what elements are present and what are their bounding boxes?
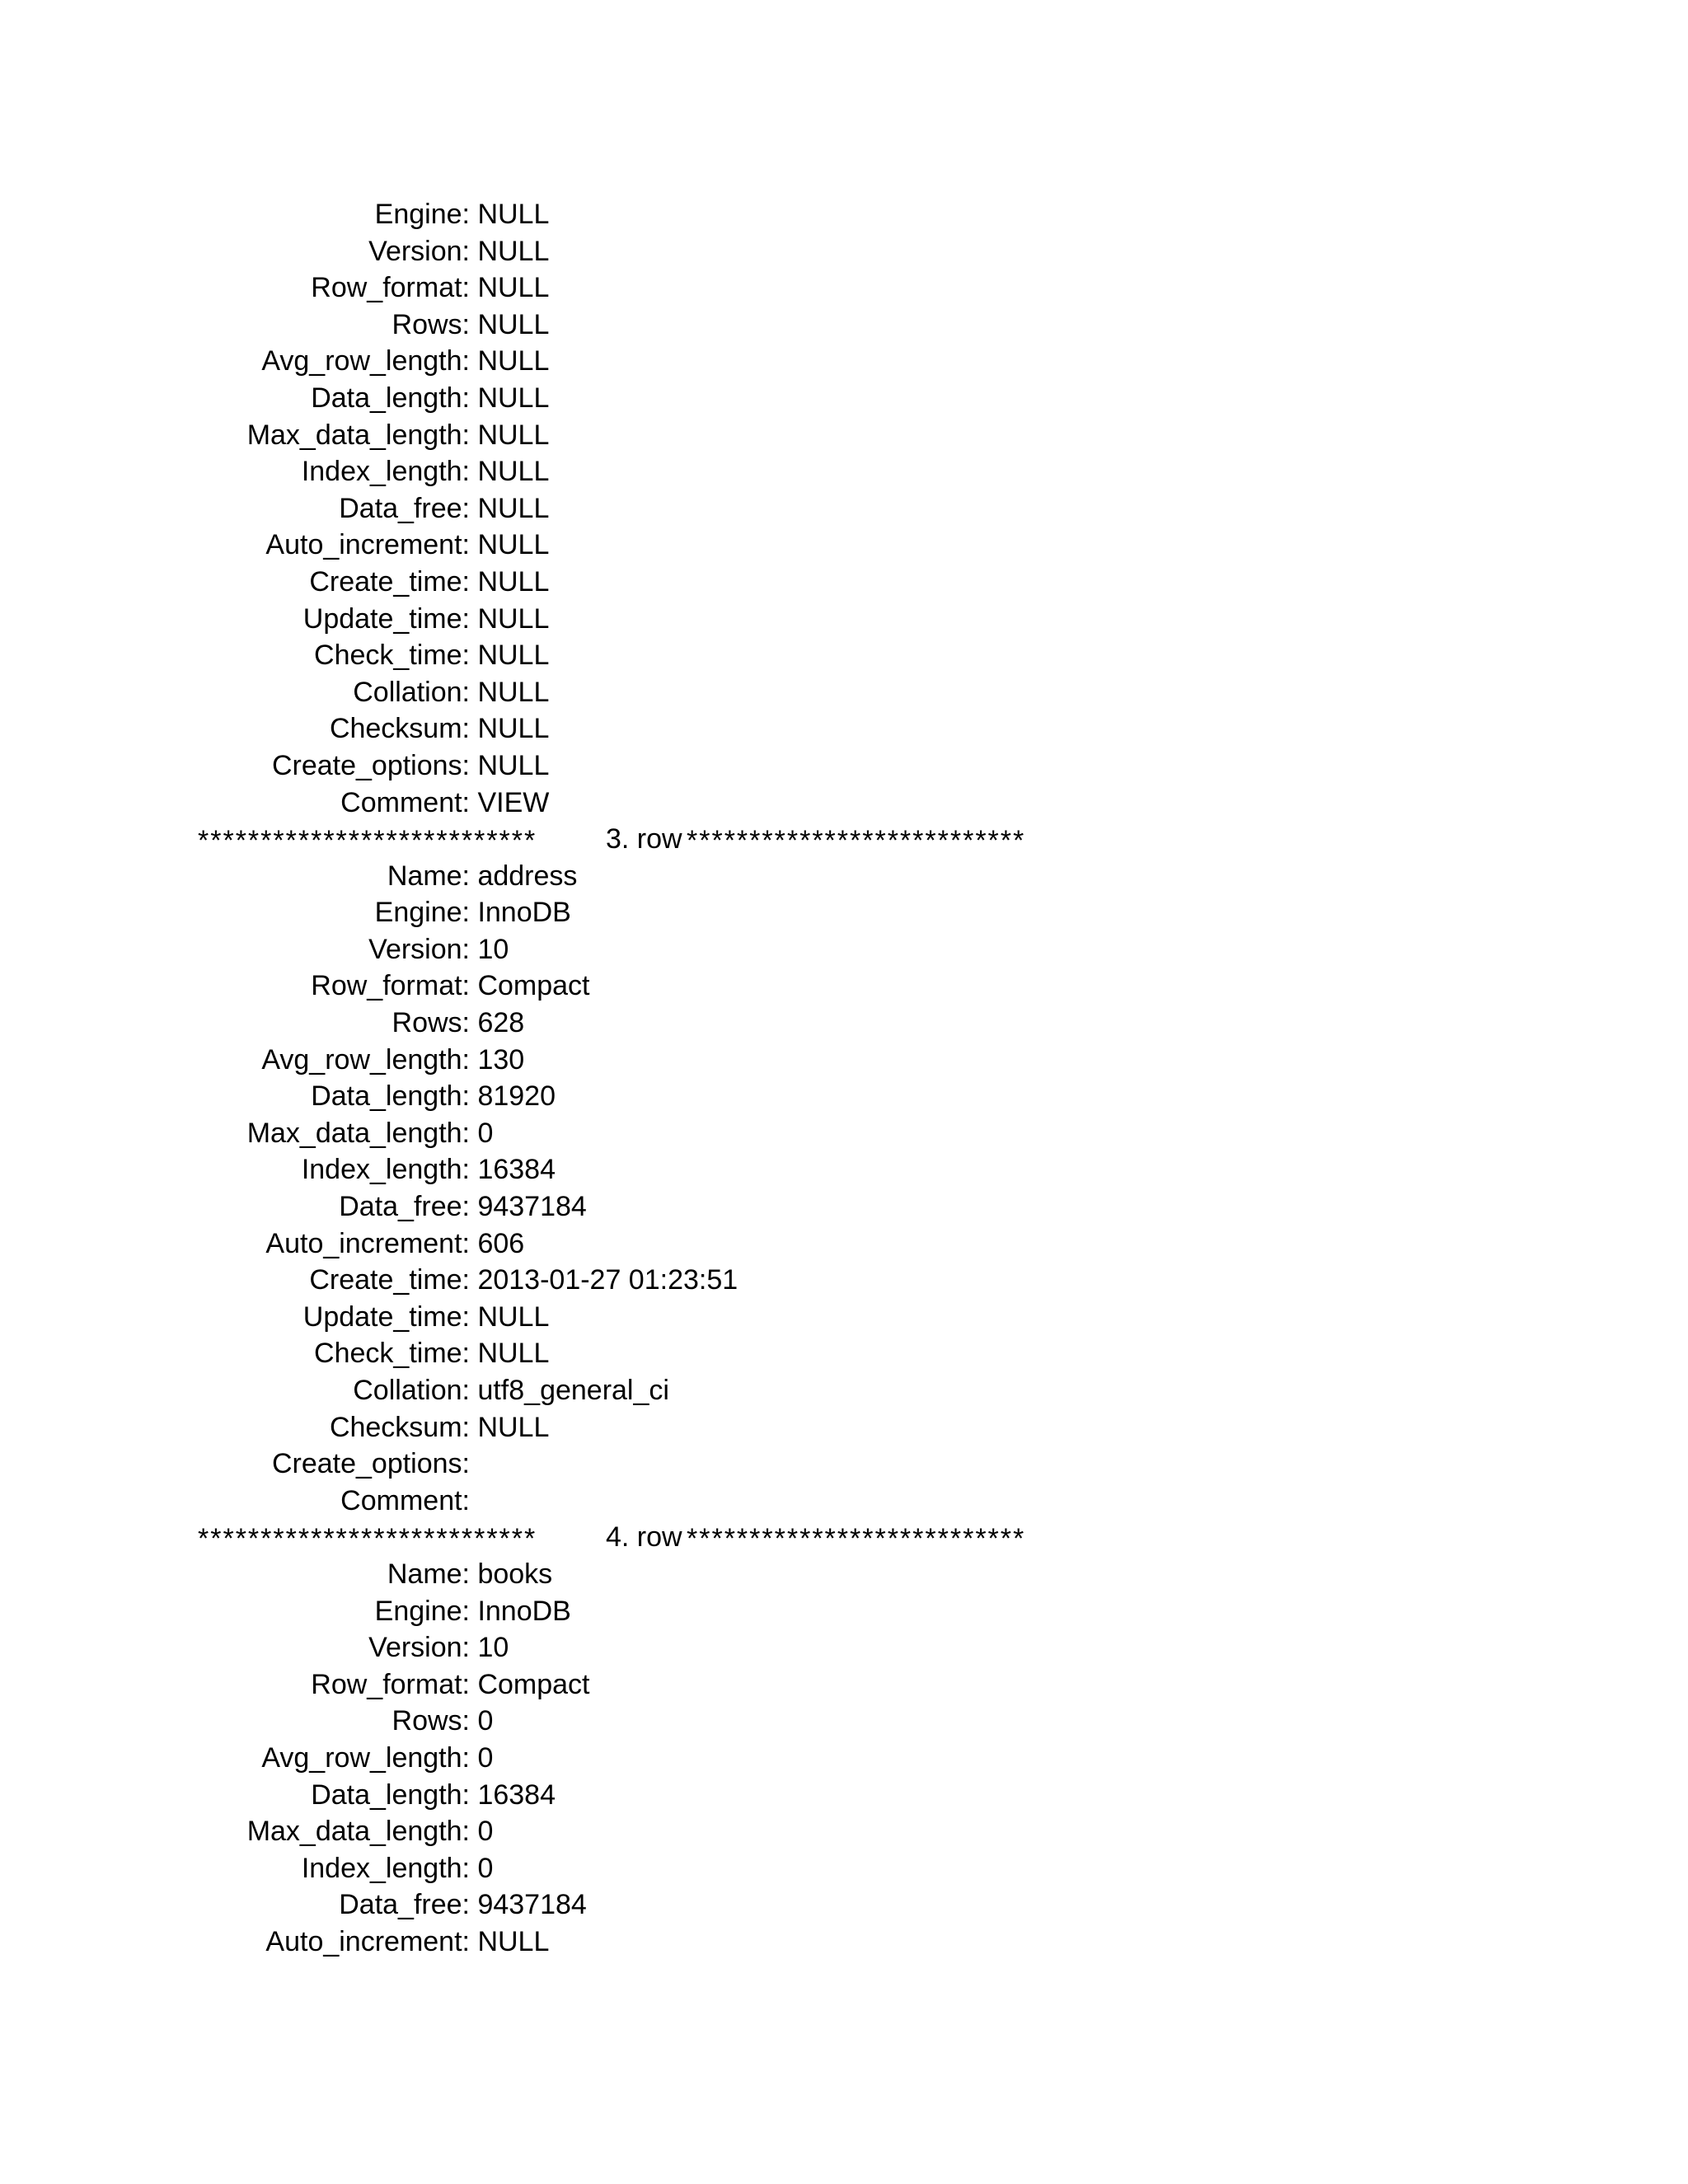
field-line bbox=[0, 1703, 1688, 1740]
field-line bbox=[0, 1042, 1688, 1079]
field-label: Checksum: bbox=[329, 1411, 470, 1443]
field-value: NULL bbox=[470, 456, 550, 488]
field-label: Create_time: bbox=[309, 1264, 470, 1296]
field-line bbox=[0, 1666, 1688, 1704]
field-line bbox=[0, 1886, 1688, 1924]
field-label: Comment: bbox=[340, 1484, 470, 1516]
field-label: Create_options: bbox=[271, 749, 470, 781]
field-line bbox=[0, 785, 1688, 822]
field-value: 81920 bbox=[470, 1080, 556, 1113]
field-line bbox=[0, 269, 1688, 307]
field-label: Max_data_length: bbox=[246, 419, 470, 451]
field-label: Update_time: bbox=[302, 1301, 470, 1333]
field-value: Compact bbox=[470, 1668, 590, 1700]
field-line bbox=[0, 1115, 1688, 1152]
field-value: InnoDB bbox=[470, 897, 571, 929]
field-line bbox=[0, 1593, 1688, 1630]
field-label: Data_length: bbox=[311, 1080, 470, 1113]
field-value: NULL bbox=[470, 602, 550, 635]
field-line bbox=[0, 196, 1688, 233]
field-value: NULL bbox=[470, 308, 550, 340]
field-label: Row_format: bbox=[311, 970, 470, 1002]
field-line bbox=[0, 1299, 1688, 1336]
field-label: Name: bbox=[387, 1558, 470, 1590]
field-line bbox=[0, 894, 1688, 931]
field-value: 130 bbox=[470, 1043, 525, 1076]
field-value: NULL bbox=[470, 382, 550, 414]
field-value: 0 bbox=[470, 1705, 494, 1737]
field-value: 0 bbox=[470, 1816, 494, 1848]
field-value: 628 bbox=[470, 1007, 525, 1039]
field-value: 10 bbox=[470, 933, 509, 965]
field-line bbox=[0, 1850, 1688, 1887]
field-value: books bbox=[470, 1558, 553, 1590]
field-value: NULL bbox=[470, 199, 550, 230]
field-line bbox=[0, 710, 1688, 748]
field-line bbox=[0, 1629, 1688, 1666]
field-line bbox=[0, 417, 1688, 454]
mysql-table-status-output bbox=[0, 196, 1688, 1961]
field-line bbox=[0, 748, 1688, 785]
row-separator bbox=[0, 821, 1688, 858]
field-line bbox=[0, 453, 1688, 490]
field-label: Index_length: bbox=[301, 1154, 470, 1186]
field-line bbox=[0, 1483, 1688, 1520]
field-label: Rows: bbox=[392, 1705, 470, 1737]
field-value: NULL bbox=[470, 419, 550, 451]
field-line bbox=[0, 233, 1688, 270]
field-line bbox=[0, 1262, 1688, 1299]
row-separator bbox=[0, 1519, 1688, 1556]
field-line bbox=[0, 1226, 1688, 1263]
field-label: Comment: bbox=[340, 786, 470, 818]
field-label: Engine: bbox=[374, 199, 470, 230]
field-label: Check_time: bbox=[314, 640, 470, 672]
field-line bbox=[0, 527, 1688, 564]
field-label: Data_length: bbox=[311, 1779, 470, 1811]
field-label: Row_format: bbox=[311, 272, 470, 304]
field-value: 2013-01-27 01:23:51 bbox=[470, 1264, 738, 1296]
field-label: Rows: bbox=[392, 308, 470, 340]
field-label: Row_format: bbox=[311, 1668, 470, 1700]
field-line bbox=[0, 1924, 1688, 1961]
field-label: Update_time: bbox=[302, 602, 470, 635]
field-line bbox=[0, 1078, 1688, 1115]
field-value: NULL bbox=[470, 749, 550, 781]
field-line bbox=[0, 1777, 1688, 1814]
field-value: 16384 bbox=[470, 1779, 556, 1811]
field-label: Version: bbox=[368, 235, 470, 267]
field-label: Max_data_length: bbox=[246, 1117, 470, 1149]
field-value: NULL bbox=[470, 492, 550, 524]
field-label: Rows: bbox=[392, 1007, 470, 1039]
field-value: utf8_general_ci bbox=[470, 1375, 669, 1406]
field-label: Data_free: bbox=[339, 1191, 470, 1223]
field-value: NULL bbox=[470, 640, 550, 672]
field-value: NULL bbox=[470, 529, 550, 561]
field-label: Collation: bbox=[353, 1375, 470, 1406]
field-value: NULL bbox=[470, 345, 550, 377]
field-value: 0 bbox=[470, 1852, 494, 1884]
field-value: VIEW bbox=[470, 786, 550, 818]
field-line bbox=[0, 307, 1688, 344]
field-line bbox=[0, 1005, 1688, 1042]
field-value: 9437184 bbox=[470, 1191, 587, 1223]
separator-stars-left: *************************** bbox=[198, 825, 537, 857]
field-value: 10 bbox=[470, 1632, 509, 1664]
field-value: 16384 bbox=[470, 1154, 556, 1186]
field-label: Avg_row_length: bbox=[261, 1741, 470, 1774]
field-label: Name: bbox=[387, 860, 470, 892]
field-value: NULL bbox=[470, 1411, 550, 1443]
field-label: Avg_row_length: bbox=[261, 345, 470, 377]
field-line bbox=[0, 1813, 1688, 1850]
field-label: Data_free: bbox=[339, 1889, 470, 1921]
field-label: Auto_increment: bbox=[265, 529, 470, 561]
separator-stars-left: *************************** bbox=[198, 1523, 537, 1555]
field-value: NULL bbox=[470, 1301, 550, 1333]
field-value: NULL bbox=[470, 565, 550, 598]
field-label: Create_time: bbox=[309, 565, 470, 598]
field-line bbox=[0, 1151, 1688, 1188]
separator-row-label: 4. row bbox=[606, 1521, 682, 1554]
field-line bbox=[0, 564, 1688, 601]
field-line bbox=[0, 858, 1688, 895]
field-label: Version: bbox=[368, 1632, 470, 1664]
field-label: Data_length: bbox=[311, 382, 470, 414]
field-label: Version: bbox=[368, 933, 470, 965]
field-label: Engine: bbox=[374, 1595, 470, 1627]
field-label: Auto_increment: bbox=[265, 1925, 470, 1957]
field-label: Max_data_length: bbox=[246, 1816, 470, 1848]
field-line bbox=[0, 1372, 1688, 1409]
field-line bbox=[0, 674, 1688, 711]
field-value: NULL bbox=[470, 235, 550, 267]
field-line bbox=[0, 343, 1688, 380]
field-value: 0 bbox=[470, 1741, 494, 1774]
field-line bbox=[0, 637, 1688, 674]
field-value: NULL bbox=[470, 272, 550, 304]
field-label: Index_length: bbox=[301, 1852, 470, 1884]
field-label: Index_length: bbox=[301, 456, 470, 488]
field-line bbox=[0, 380, 1688, 417]
field-value: 0 bbox=[470, 1117, 494, 1149]
separator-row-label: 3. row bbox=[606, 823, 682, 855]
field-line bbox=[0, 1335, 1688, 1372]
field-line bbox=[0, 931, 1688, 968]
field-label: Create_options: bbox=[271, 1448, 470, 1480]
field-label: Avg_row_length: bbox=[261, 1043, 470, 1076]
field-line bbox=[0, 968, 1688, 1005]
field-line bbox=[0, 1409, 1688, 1446]
field-value: InnoDB bbox=[470, 1595, 571, 1627]
separator-stars-right: *************************** bbox=[687, 1523, 1026, 1555]
separator-stars-right: *************************** bbox=[687, 825, 1026, 857]
field-line bbox=[0, 1446, 1688, 1483]
field-line bbox=[0, 1188, 1688, 1226]
field-value: NULL bbox=[470, 713, 550, 745]
field-label: Auto_increment: bbox=[265, 1227, 470, 1259]
field-line bbox=[0, 1740, 1688, 1777]
field-value: 606 bbox=[470, 1227, 525, 1259]
field-line bbox=[0, 490, 1688, 527]
field-label: Check_time: bbox=[314, 1338, 470, 1370]
field-label: Data_free: bbox=[339, 492, 470, 524]
field-value: address bbox=[470, 860, 578, 892]
field-label: Collation: bbox=[353, 676, 470, 708]
field-value: 9437184 bbox=[470, 1889, 587, 1921]
field-line bbox=[0, 1556, 1688, 1593]
field-value: Compact bbox=[470, 970, 590, 1002]
field-value: NULL bbox=[470, 1925, 550, 1957]
field-label: Engine: bbox=[374, 897, 470, 929]
field-line bbox=[0, 601, 1688, 638]
field-value: NULL bbox=[470, 1338, 550, 1370]
field-value: NULL bbox=[470, 676, 550, 708]
field-label: Checksum: bbox=[329, 713, 470, 745]
